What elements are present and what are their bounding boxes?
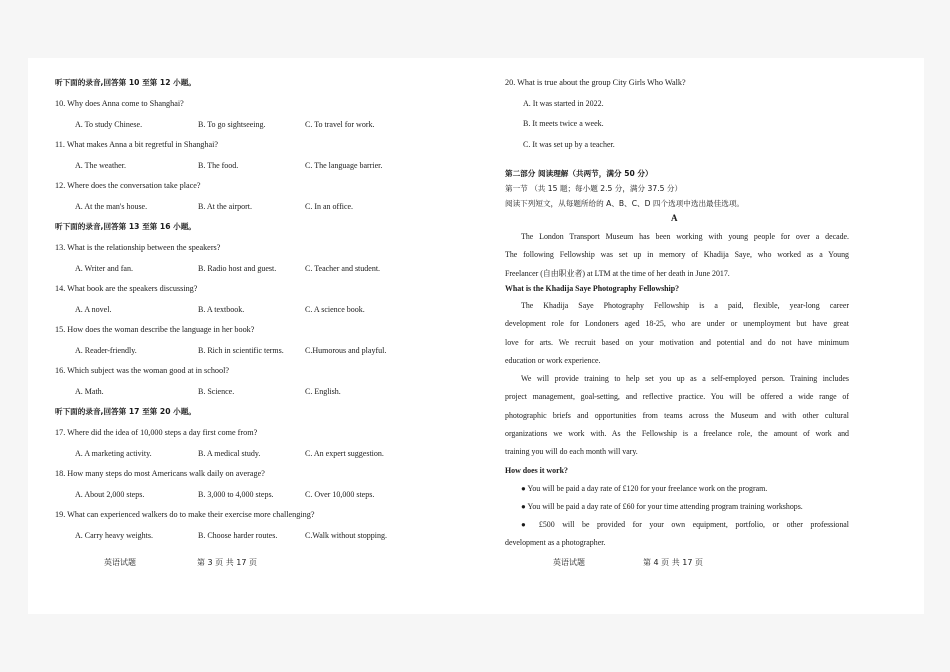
option-20c: C. It was set up by a teacher. xyxy=(523,140,615,149)
section-instruction: 阅读下列短文，从每题所给的 A、B、C、D 四个选项中选出最佳选项。 xyxy=(505,199,745,208)
option-17c: C. An expert suggestion. xyxy=(305,449,384,458)
option-19a: A. Carry heavy weights. xyxy=(75,531,153,540)
bullet-item: ● You will be paid a day rate of £60 for your time attending program training workshops. xyxy=(521,502,803,511)
passage-line: Freelancer (自由职业者) at LTM at the time of her death in June 2017. xyxy=(505,268,730,278)
passage-label: A xyxy=(671,213,678,223)
part-title: 第二部分 阅读理解（共两节，满分 50 分） xyxy=(505,169,653,178)
option-13c: C. Teacher and student. xyxy=(305,264,381,273)
option-19c: C.Walk without stopping. xyxy=(305,531,388,540)
option-10b: B. To go sightseeing. xyxy=(198,120,266,129)
option-16c: C. English. xyxy=(305,387,341,396)
option-11a: A. The weather. xyxy=(75,161,126,170)
option-14b: B. A textbook. xyxy=(198,305,245,314)
option-14a: A. A novel. xyxy=(75,305,112,314)
passage-line: organizations we work with. As the Fellowship is a freelance role, the amount of work and xyxy=(505,428,849,438)
option-13a: A. Writer and fan. xyxy=(75,264,133,273)
option-15a: A. Reader-friendly. xyxy=(75,346,137,355)
section-instruction: 听下面的录音,回答第 10 至第 12 小题。 xyxy=(55,78,196,87)
question-11: 11. What makes Anna a bit regretful in Shanghai? xyxy=(55,140,219,149)
option-19b: B. Choose harder routes. xyxy=(198,531,278,540)
section-title: 第一节 （共 15 题；每小题 2.5 分，满分 37.5 分） xyxy=(505,184,683,193)
option-20a: A. It was started in 2022. xyxy=(523,99,604,108)
option-18c: C. Over 10,000 steps. xyxy=(305,490,375,499)
footer-title-right: 英语试题 xyxy=(553,558,585,567)
option-15b: B. Rich in scientific terms. xyxy=(198,346,284,355)
question-14: 14. What book are the speakers discussing? xyxy=(55,284,198,293)
footer-page-right: 第 4 页 共 17 页 xyxy=(643,558,703,567)
passage-line: ● £500 will be provided for your own equipment, portfolio, or other professional xyxy=(521,520,849,529)
option-18b: B. 3,000 to 4,000 steps. xyxy=(198,490,274,499)
option-12a: A. At the man's house. xyxy=(75,202,148,211)
option-13b: B. Radio host and guest. xyxy=(198,264,277,273)
passage-line: training you will do each month will vary. xyxy=(505,447,638,457)
option-16a: A. Math. xyxy=(75,387,104,396)
footer-page-left: 第 3 页 共 17 页 xyxy=(197,558,257,567)
option-20b: B. It meets twice a week. xyxy=(523,119,604,128)
option-11b: B. The food. xyxy=(198,161,239,170)
question-13: 13. What is the relationship between the speakers? xyxy=(55,243,221,252)
section-instruction: 听下面的录音,回答第 17 至第 20 小题。 xyxy=(55,407,196,416)
passage-line: We will provide training to help set you up as a self-employed person. Training includes xyxy=(521,374,849,383)
passage-line: The London Transport Museum has been working with young people for over a decade. xyxy=(521,232,849,241)
question-15: 15. How does the woman describe the language in her book? xyxy=(55,325,255,334)
bullet-item: ● You will be paid a day rate of £120 for your freelance work on the program. xyxy=(521,484,768,493)
passage-line: development role for Londoners aged 18-25, who are under or unemployment but have great xyxy=(505,319,849,329)
question-19: 19. What can experienced walkers do to make their exercise more challenging? xyxy=(55,510,315,519)
footer-title-left: 英语试题 xyxy=(104,558,136,567)
section-instruction: 听下面的录音,回答第 13 至第 16 小题。 xyxy=(55,222,196,231)
option-17a: A. A marketing activity. xyxy=(75,449,152,458)
option-12b: B. At the airport. xyxy=(198,202,252,211)
option-15c: C.Humorous and playful. xyxy=(305,346,387,355)
passage-heading: What is the Khadija Saye Photography Fellowship? xyxy=(505,284,680,293)
option-17b: B. A medical study. xyxy=(198,449,261,458)
option-14c: C. A science book. xyxy=(305,305,365,314)
option-12c: C. In an office. xyxy=(305,202,354,211)
passage-line: The Khadija Saye Photography Fellowship is a paid, flexible, year-long career xyxy=(521,301,849,310)
option-18a: A. About 2,000 steps. xyxy=(75,490,145,499)
bullet-item xyxy=(505,516,849,553)
question-10: 10. Why does Anna come to Shanghai? xyxy=(55,99,184,108)
option-11c: C. The language barrier. xyxy=(305,161,383,170)
question-18: 18. How many steps do most Americans walk daily on average? xyxy=(55,469,265,478)
passage-paragraph-3 xyxy=(505,370,849,461)
option-10c: C. To travel for work. xyxy=(305,120,375,129)
question-12: 12. Where does the conversation take place? xyxy=(55,181,201,190)
passage-line: education or work experience. xyxy=(505,355,601,365)
question-17: 17. Where did the idea of 10,000 steps a day first come from? xyxy=(55,428,258,437)
passage-line: love for arts. We recruit based on your motivation and potential and do not have minimum xyxy=(505,337,849,347)
option-16b: B. Science. xyxy=(198,387,235,396)
passage-line: photographic briefs and opportunities from teams across the Museum and with other cultural xyxy=(505,410,849,420)
question-20: 20. What is true about the group City Girls Who Walk? xyxy=(505,78,686,87)
passage-line: development as a photographer. xyxy=(505,538,606,548)
question-16: 16. Which subject was the woman good at in school? xyxy=(55,366,230,375)
passage-paragraph-1 xyxy=(505,228,849,283)
passage-heading: How does it work? xyxy=(505,466,568,475)
passage-line: The following Fellowship was set up in memory of Khadija Saye, who worked as a Young xyxy=(505,250,849,260)
option-10a: A. To study Chinese. xyxy=(75,120,143,129)
passage-line: project management, goal-setting, and reflective practice. You will be offered a wide range of xyxy=(505,392,849,402)
passage-paragraph-2 xyxy=(505,297,849,370)
